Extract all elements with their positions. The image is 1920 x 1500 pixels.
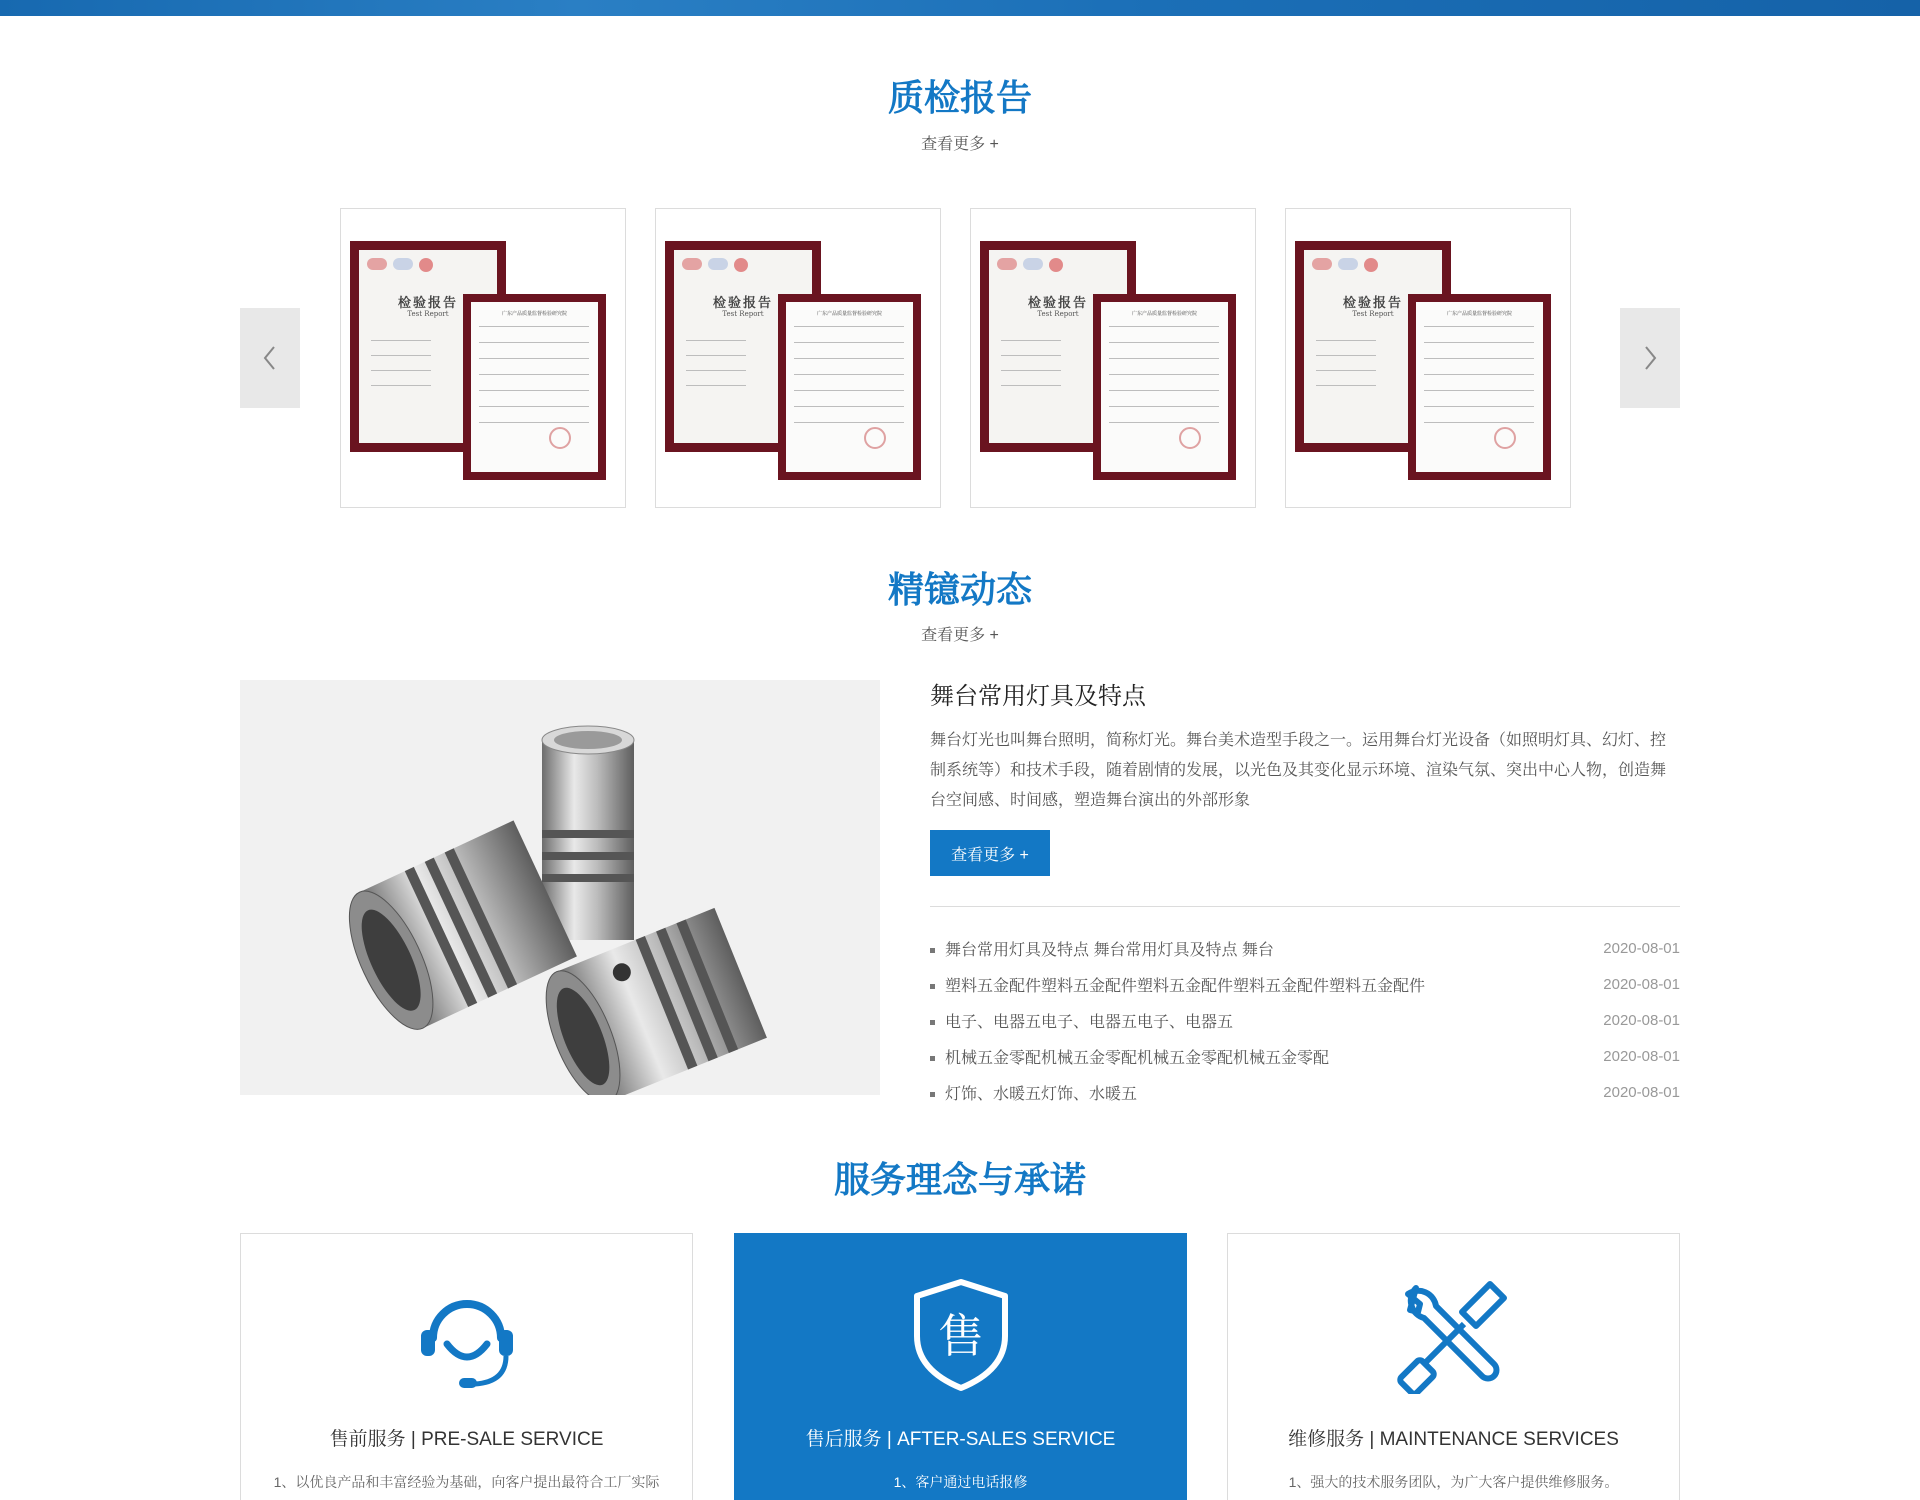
certificate-card[interactable] (340, 208, 626, 508)
chevron-left-icon (261, 344, 279, 372)
certificate-heading: 检验报告 (397, 296, 458, 311)
news-item-title[interactable]: 塑料五金配件塑料五金配件塑料五金配件塑料五金配件塑料五金配件 (945, 977, 1426, 995)
certification-logos (1312, 258, 1378, 272)
service-text: 1、客户通过电话报修 (893, 1474, 1028, 1490)
certificate-stamp (1179, 427, 1201, 449)
certificate-frame-front (463, 294, 606, 480)
news-featured-description: 舞台灯光也叫舞台照明，简称灯光。舞台美术造型手段之一。运用舞台灯光设备（如照明灯具、幻灯、控制系统等）和技术手段，随着剧情的发展，以光色及其变化显示环境、渲染气氛、突出中心人物，创造舞台空间感、时间感，塑造舞台演出的外部形象 (930, 732, 1667, 809)
quality-section-title: 质检报告 (887, 78, 1032, 119)
service-title: 维修服务 | MAINTENANCE SERVICES (1288, 1429, 1619, 1450)
certificate-frame-front (1408, 294, 1551, 480)
news-item-title[interactable]: 机械五金零配机械五金零配机械五金零配机械五金零配 (945, 1049, 1330, 1067)
certificate-front-title: 广东产品质量监督检验研究院 (501, 311, 567, 317)
carousel-prev-button[interactable] (240, 308, 300, 408)
news-list-item[interactable] (930, 966, 1680, 1002)
chevron-right-icon (1641, 344, 1659, 372)
news-item-title[interactable]: 舞台常用灯具及特点 舞台常用灯具及特点 舞台 (945, 941, 1274, 959)
quality-more-link[interactable]: 查看更多 + (921, 136, 999, 153)
certificate-stamp (864, 427, 886, 449)
news-section-title: 精镱动态 (887, 570, 1032, 611)
carousel-next-button[interactable] (1620, 308, 1680, 408)
news-item-date: 2020-08-01 (1603, 1083, 1680, 1101)
certificate-heading: 检验报告 (1027, 296, 1088, 311)
top-banner-strip (0, 0, 1920, 16)
news-divider (930, 906, 1680, 907)
service-text: 1、以优良产品和丰富经验为基础，向客户提出最符合工厂实际 (273, 1474, 660, 1490)
bullet-icon (930, 1092, 935, 1097)
certification-logos (367, 258, 433, 272)
certificate-frame-front (1093, 294, 1236, 480)
certificate-front-title: 广东产品质量监督检验研究院 (1446, 311, 1512, 317)
news-item-date: 2020-08-01 (1603, 975, 1680, 993)
service-title: 售后服务 | AFTER-SALES SERVICE (805, 1429, 1116, 1450)
certificate-card[interactable] (970, 208, 1256, 508)
services-section-title: 服务理念与承诺 (833, 1160, 1086, 1201)
headset-icon (407, 1274, 527, 1394)
news-item-title[interactable]: 灯饰、水暖五灯饰、水暖五 (945, 1085, 1138, 1103)
service-title: 售前服务 | PRE-SALE SERVICE (329, 1429, 604, 1450)
certification-logos (682, 258, 748, 272)
certificate-heading: 检验报告 (712, 296, 773, 311)
certificate-card[interactable] (1285, 208, 1571, 508)
news-item-date: 2020-08-01 (1603, 939, 1680, 957)
certificate-subheading: Test Report (722, 310, 764, 318)
news-list-item[interactable] (930, 1074, 1680, 1110)
service-text: 1、强大的技术服务团队，为广大客户提供维修服务。 (1288, 1474, 1619, 1490)
certificate-front-title: 广东产品质量监督检验研究院 (1131, 311, 1197, 317)
certificate-heading: 检验报告 (1342, 296, 1403, 311)
certification-logos (997, 258, 1063, 272)
news-list-item[interactable] (930, 1002, 1680, 1038)
certificate-front-title: 广东产品质量监督检验研究院 (816, 311, 882, 317)
news-featured-image[interactable] (240, 680, 880, 1095)
certificate-subheading: Test Report (1352, 310, 1394, 318)
news-item-date: 2020-08-01 (1603, 1047, 1680, 1065)
bullet-icon (930, 1020, 935, 1025)
news-item-date: 2020-08-01 (1603, 1011, 1680, 1029)
metal-parts-image (240, 680, 880, 1095)
news-featured-title[interactable]: 舞台常用灯具及特点 (930, 683, 1146, 710)
shield-icon (901, 1274, 1021, 1394)
certificate-subheading: Test Report (407, 310, 449, 318)
news-more-link[interactable]: 查看更多 + (921, 627, 999, 644)
service-card-presale[interactable] (240, 1233, 693, 1500)
bullet-icon (930, 948, 935, 953)
certificate-stamp (549, 427, 571, 449)
bullet-icon (930, 1056, 935, 1061)
certificate-stamp (1494, 427, 1516, 449)
bullet-icon (930, 984, 935, 989)
service-card-maintenance[interactable] (1227, 1233, 1680, 1500)
certificate-card[interactable] (655, 208, 941, 508)
service-card-aftersales[interactable] (734, 1233, 1187, 1500)
certificate-subheading: Test Report (1037, 310, 1079, 318)
tools-icon (1394, 1274, 1514, 1394)
news-item-title[interactable]: 电子、电器五电子、电器五电子、电器五 (945, 1013, 1234, 1031)
news-list-item[interactable] (930, 930, 1680, 966)
certificate-frame-front (778, 294, 921, 480)
news-list (930, 930, 1680, 1110)
news-list-item[interactable] (930, 1038, 1680, 1074)
news-read-more-button[interactable]: 查看更多 + (930, 830, 1050, 876)
shield-badge-text: 售 (937, 1309, 984, 1363)
